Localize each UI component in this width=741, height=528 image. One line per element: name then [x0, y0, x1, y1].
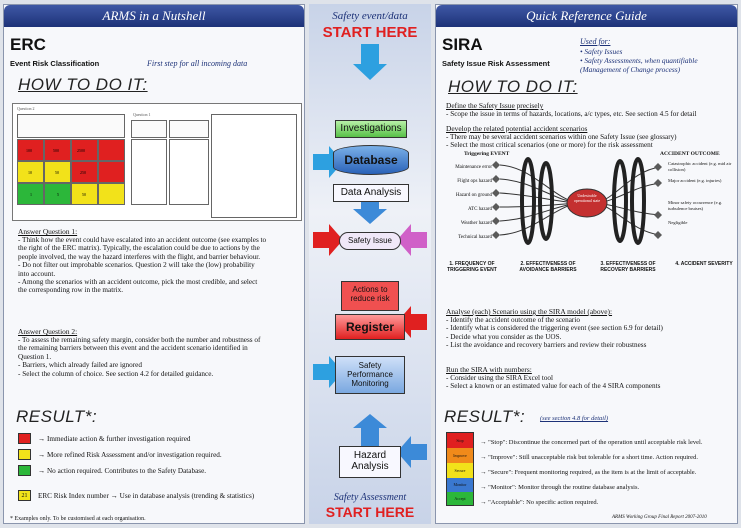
- database-cylinder: Database: [333, 145, 409, 175]
- report-footer: ARMS Working Group Final Report 2007-2010: [612, 515, 707, 520]
- matrix-cell: 10: [17, 161, 44, 183]
- start-here-bottom: START HERE: [325, 504, 415, 520]
- badge-monitor: Monitor: [447, 478, 473, 492]
- matrix-cell: 1: [17, 183, 44, 205]
- sira-title: SIRA: [442, 35, 483, 54]
- start-label-top: Safety event/data: [332, 10, 408, 22]
- result-swatch-red: [18, 433, 31, 444]
- index-badge: 21: [18, 490, 31, 501]
- used-for-label: Used for:: [580, 37, 611, 46]
- result-text-red: → Immediate action & further investigation required: [38, 435, 191, 443]
- erc-subtitle: Event Risk Classification: [10, 59, 100, 68]
- actions-box: Actions to reduce risk: [341, 281, 399, 311]
- develop-title: Develop the related potential accident scenarios: [446, 124, 588, 133]
- safety-issue-oval: Safety Issue: [339, 232, 401, 250]
- answer-q1-body: - Think how the event could have escalated into an accident outcome (see examples to the right of the ERC matrix). Typically, the escalation could be due to actions by the people involved, the way the hazard interferes with the flight, and barrier behaviour. - Do not filter out improbable scenarios. Question 2 will take the (low) probability into account. - Among the scenarios with an accident outcome, pick the most credible, and select the corresponding row in the matrix.: [18, 236, 267, 295]
- analyse-body: - Identify the accident outcome of the scenario - Identify what is considered the triggering event (see section 6.9 for detail) - Decide what you consider as the UOS. - List the avoidance and recovery barriers and review their robustness: [446, 316, 663, 350]
- outcome-list: Catastrophic accident (e.g. mid air collision) Major accident (e.g. injuries) Minor safety occurrence (e.g. turbulence bruises) Negligible: [668, 161, 732, 225]
- data-analysis-box: Data Analysis: [333, 184, 409, 202]
- erc-howto-heading: HOW TO DO IT:: [18, 75, 148, 94]
- trigger-list: Maintenance error Flight ops hazard Hazard on ground ATC hazard Weather hazard Technical hazard: [455, 165, 492, 240]
- matrix-q1-header-2: [169, 120, 209, 138]
- sira-subtitle: Safety Issue Risk Assessment: [442, 59, 550, 68]
- left-banner: ARMS in a Nutshell: [4, 5, 304, 27]
- sira-result-note: (see section 4.8 for detail): [540, 415, 609, 422]
- answer-q2-title: Answer Question 2:: [18, 327, 78, 336]
- uos-label: Undesirable operational state: [573, 193, 601, 203]
- result-swatch-yellow: [18, 449, 31, 460]
- triggering-label: Triggering EVENT: [464, 151, 510, 157]
- answer-q1-title: Answer Question 1:: [18, 227, 78, 236]
- sira-bowtie: [492, 157, 662, 253]
- sira-result-heading: RESULT*:: [444, 407, 526, 426]
- develop-body: - There may be several accident scenarios within one Safety Issue (see glossary) - Select the most critical scenarios (one or more) for the risk assessment: [446, 133, 677, 150]
- start-label-bottom: Safety Assessment: [333, 492, 407, 503]
- sira-panel: [435, 4, 738, 524]
- matrix-q2-label: Question 2: [17, 106, 35, 111]
- used-for-list: • Safety Issues • Safety Assessments, when quantifiable (Management of Change process): [580, 47, 698, 74]
- matrix-cell: 100: [17, 139, 44, 161]
- hazard-analysis-box: Hazard Analysis: [339, 446, 401, 478]
- run-title: Run the SIRA with numbers:: [446, 365, 532, 374]
- result-swatch-green: [18, 465, 31, 476]
- erc-matrix: [12, 103, 302, 221]
- sira-howto-heading: HOW TO DO IT:: [448, 77, 578, 96]
- badge-accept: Accept: [447, 492, 473, 505]
- right-banner: Quick Reference Guide: [436, 5, 737, 27]
- run-body: - Consider using the SIRA Excel tool - Select a known or an estimated value for each of the 4 SIRA components: [446, 374, 661, 391]
- badge-stop: Stop: [447, 433, 473, 448]
- register-box: Register: [335, 314, 405, 340]
- matrix-header: [17, 114, 125, 138]
- sira-diagram: [442, 151, 734, 305]
- define-title: Define the Safety Issue precisely: [446, 101, 544, 110]
- matrix-desc-col: [169, 139, 209, 205]
- erc-tagline: First step for all incoming data: [147, 59, 248, 68]
- sira-results-text: → "Stop": Discontinue the concerned part of the operation until acceptable risk level. → "Improve": Still unacceptable risk but tolerable for a short time. Action required. → "Secure": Frequent monitoring required, as the item is at the limit of acceptable. → "Monitor": Monitor through the routine database analysis. → "Acceptable": No specific action required.: [480, 439, 703, 506]
- result-text-yellow: → More refined Risk Assessment and/or investigation required.: [38, 451, 222, 459]
- sira-badge-stack: [446, 432, 474, 506]
- answer-q2-body: - To assess the remaining safety margin, consider both the number and robustness of the remaining barriers between this event and the accident scenario identified in Question 1. - Barriers, which already failed are ignored - Select the column of choice. See section 4.2 for detailed guidance.: [18, 336, 261, 378]
- erc-panel: [3, 4, 305, 524]
- monitoring-box: Safety Performance Monitoring: [335, 356, 405, 394]
- badge-improve: Improve: [447, 448, 473, 463]
- matrix-q1-header: [131, 120, 167, 138]
- start-here-top: START HERE: [322, 24, 418, 41]
- matrix-cell: 50: [44, 161, 71, 183]
- flow-column: [309, 4, 431, 524]
- matrix-cell: [98, 183, 125, 205]
- matrix-q1-label: Question 1: [133, 112, 151, 117]
- badge-secure: Secure: [447, 463, 473, 478]
- matrix-cell: 50: [71, 183, 98, 205]
- define-line: - Scope the issue in terms of hazards, locations, a/c types, etc. See section 4.5 for detail: [446, 110, 697, 118]
- matrix-cell: [98, 161, 125, 183]
- investigations-box: Investigations: [335, 120, 407, 138]
- analyse-title: Analyse (each) Scenario using the SIRA model (above):: [446, 307, 613, 316]
- matrix-cell: 500: [44, 139, 71, 161]
- result-text-green: → No action required. Contributes to the Safety Database.: [38, 467, 207, 475]
- matrix-cell: 2500: [71, 139, 98, 161]
- matrix-cell: 5: [44, 183, 71, 205]
- sira-columns: 1. FREQUENCY OF TRIGGERING EVENT 2. EFFECTIVENESS OF AVOIDANCE BARRIERS 3. EFFECTIVENESS OF RECOVERY BARRIERS 4. ACCIDENT SEVERITY: [447, 261, 733, 273]
- index-text: ERC Risk Index number → Use in database analysis (trending & statistics): [38, 492, 255, 500]
- matrix-cell: [98, 139, 125, 161]
- outcome-label: ACCIDENT OUTCOME: [660, 151, 720, 157]
- matrix-examples-col: [211, 114, 297, 218]
- matrix-desc-col: [131, 139, 167, 205]
- footnote: * Examples only. To be customised at each organisation.: [10, 516, 146, 522]
- erc-title: ERC: [10, 35, 46, 54]
- erc-result-heading: RESULT*:: [16, 407, 98, 426]
- matrix-cell: 250: [71, 161, 98, 183]
